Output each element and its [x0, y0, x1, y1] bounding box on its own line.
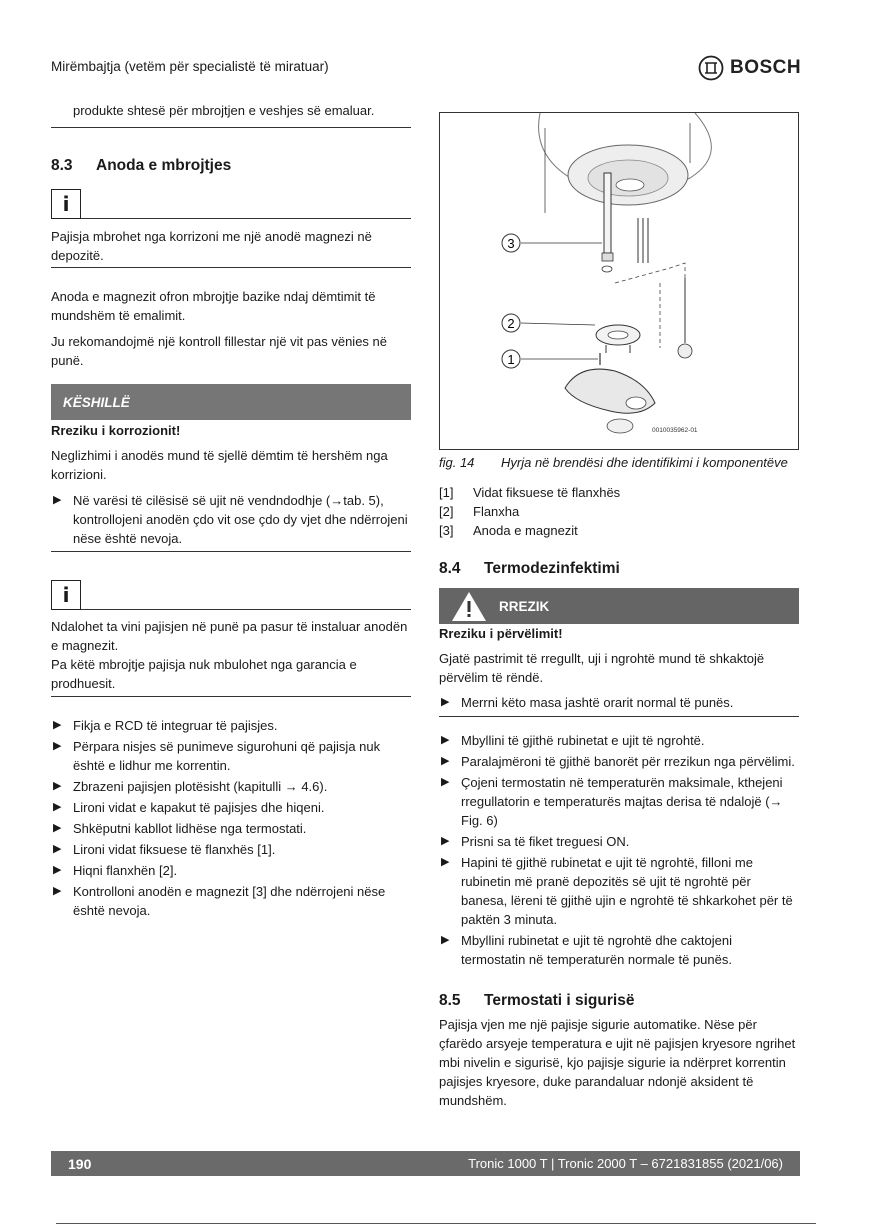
- continued-text: produkte shtesë për mbrojtjen e veshjes së emaluar.: [51, 101, 411, 128]
- thermo-steps: [439, 731, 799, 969]
- bullet-arrow-icon: ▶: [53, 864, 62, 876]
- list-item: ▶ Mbyllini të gjithë rubinetat e ujit të ngrohtë.: [441, 733, 705, 748]
- list-item: ▶ Hiqni flanxhën [2].: [53, 863, 178, 878]
- figure-code: 0010035962-01: [652, 427, 698, 434]
- bullet-arrow-icon: ▶: [53, 494, 62, 506]
- legend-row: [2] Flanxha: [439, 504, 520, 519]
- figure-14: [439, 112, 799, 450]
- list-item: ▶ Prisni sa të fiket treguesi ON.: [441, 834, 630, 849]
- running-header: Mirëmbajtja (vetëm për specialistë të miratuar): [51, 59, 329, 74]
- notice-block: [51, 384, 411, 552]
- list-item: ▶ Lironi vidat fiksuese të flanxhës [1].: [53, 842, 276, 857]
- bosch-armature-icon: [698, 55, 724, 81]
- bottom-divider: [56, 1223, 816, 1224]
- page-number: 190: [68, 1155, 92, 1172]
- svg-text:3: 3: [507, 236, 515, 251]
- list-item: ▶ Fikja e RCD të integruar të pajisjes.: [53, 718, 278, 733]
- legend-row: [1] Vidat fiksuese të flanxhës: [439, 485, 621, 500]
- figure-caption: [439, 455, 788, 470]
- bullet-arrow-icon: ▶: [53, 801, 62, 813]
- bullet-arrow-icon: ▶: [53, 719, 62, 731]
- info-note-1: [51, 186, 411, 268]
- list-item: ▶ Përpara nisjes së punimeve sigurohuni që pajisja nuk është e lidhur me korrentin.: [53, 739, 381, 773]
- document-id: Tronic 1000 T | Tronic 2000 T – 6721831855 (2021/06): [468, 1156, 783, 1171]
- bullet-arrow-icon: ▶: [53, 885, 62, 897]
- bosch-logo: [698, 55, 801, 81]
- list-item: ▶ Kontrolloni anodën e magnezit [3] dhe ndërrojeni nëse është nevoja.: [53, 884, 386, 918]
- section-8-5-text: Pajisja vjen me një pajisje sigurie automatike. Nëse për çfarëdo arsyeje temperatura e ujit në pajisjen kryesore ngrihet mbi nivelin e sigurisë, kjo pajisje sigurie ia ndërpret korrentin pajisjes kryesore, duke parandaluar ndonjë aksident të mundshëm.: [439, 1017, 796, 1108]
- list-item: ▶ Në varësi të cilësisë së ujit në vendndodhje (→tab. 5), kontrollojeni anodën çdo vit ose çdo dy vjet dhe ndërrojeni nëse është nevoja.: [53, 493, 408, 546]
- list-item: ▶ Çojeni termostatin në temperaturën maksimale, kthejeni rregullatorin e temperaturës majtas derisa të ndalojë (→ Fig. 6): [441, 775, 783, 828]
- bullet-arrow-icon: ▶: [441, 934, 450, 946]
- danger-block: [439, 588, 799, 717]
- list-item: ▶ Merrni këto masa jashtë orarit normal të punës.: [441, 695, 734, 710]
- svg-text:1: 1: [507, 352, 515, 367]
- info-text: Pa këtë mbrojtje pajisja nuk mbulohet nga garancia e prodhuesit.: [51, 657, 357, 691]
- legend-row: [3] Anoda e magnezit: [439, 523, 578, 538]
- list-item: ▶ Mbyllini rubinetat e ujit të ngrohtë dhe caktojeni termostatin në temperaturën normale të punës.: [441, 933, 732, 967]
- danger-label-bar: [439, 588, 799, 624]
- bullet-arrow-icon: ▶: [53, 780, 62, 792]
- callout-1: [502, 350, 520, 368]
- svg-text:2: 2: [507, 316, 515, 331]
- figure-legend: [439, 483, 799, 540]
- info-icon: i: [51, 189, 81, 219]
- bullet-arrow-icon: ▶: [53, 822, 62, 834]
- anode-steps: [51, 716, 411, 920]
- bullet-arrow-icon: ▶: [441, 835, 450, 847]
- list-item: ▶ Zbrazeni pajisjen plotësisht (kapitulli → 4.6).: [53, 779, 328, 794]
- callout-3: [502, 234, 520, 252]
- bullet-arrow-icon: ▶: [441, 776, 450, 788]
- notice-text: Neglizhimi i anodës mund të sjellë dëmtim të hershëm nga korrizioni.: [51, 448, 388, 482]
- bullet-arrow-icon: ▶: [441, 696, 450, 708]
- callout-2: [502, 314, 520, 332]
- info-icon: i: [51, 580, 81, 610]
- caption-text: Hyrja në brendësi dhe identifikimi i komponentëve: [501, 455, 788, 470]
- anode-exploded-diagram: [440, 113, 798, 449]
- list-item: ▶ Lironi vidat e kapakut të pajisjes dhe hiqeni.: [53, 800, 325, 815]
- bullet-arrow-icon: ▶: [441, 755, 450, 767]
- info-text: Ndalohet ta vini pajisjen në punë pa pasur të instaluar anodën e magnezit.: [51, 619, 408, 653]
- section-number: 8.5: [439, 992, 461, 1009]
- section-title: Anoda e mbrojtjes: [96, 157, 232, 174]
- list-item: ▶ Shkëputni kabllot lidhëse nga termostati.: [53, 821, 307, 836]
- danger-label: RREZIK: [499, 598, 550, 614]
- section-title: Termodezinfektimi: [484, 560, 620, 577]
- paragraph: Anoda e magnezit ofron mbrojtje bazike ndaj dëmtimit të mundshëm të emalimit.: [51, 289, 376, 323]
- list-item: ▶ Hapini të gjithë rubinetat e ujit të ngrohtë, filloni me rubinetin më pranë depozitës së ujit të ngrohtë për banesa, lëreni të gjithë ujin e ngrohtë të shkarkohet për të paktën 3 minuta.: [441, 855, 793, 927]
- danger-text: Gjatë pastrimit të rregullt, uji i ngrohtë mund të shkaktojë përvëlim të rëndë.: [439, 651, 765, 685]
- notice-heading: Rreziku i korrozionit!: [51, 423, 181, 438]
- info-note-2: [51, 577, 411, 697]
- section-number: 8.4: [439, 560, 461, 577]
- section-title: Termostati i sigurisë: [484, 992, 635, 1009]
- bullet-arrow-icon: ▶: [441, 734, 450, 746]
- bullet-arrow-icon: ▶: [53, 843, 62, 855]
- section-8-5-heading: [439, 991, 799, 1010]
- caption-number: fig. 14: [439, 455, 475, 470]
- brand-name: BOSCH: [730, 57, 802, 78]
- notice-label: KËSHILLË: [51, 384, 411, 420]
- danger-heading: Rreziku i përvëlimit!: [439, 626, 563, 641]
- section-8-3-heading: [51, 156, 411, 175]
- section-8-4-heading: [439, 559, 799, 578]
- info-text: Pajisja mbrohet nga korrizoni me një anodë magnezi në depozitë.: [51, 219, 411, 268]
- warning-triangle-icon: [439, 588, 499, 624]
- list-item: ▶ Paralajmëroni të gjithë banorët për rrezikun nga përvëlimi.: [441, 754, 795, 769]
- bullet-arrow-icon: ▶: [441, 856, 450, 868]
- paragraph: Ju rekomandojmë një kontroll fillestar një vit pas vënies në punë.: [51, 334, 388, 368]
- section-number: 8.3: [51, 157, 73, 174]
- page-footer: [51, 1151, 800, 1176]
- bullet-arrow-icon: ▶: [53, 740, 62, 752]
- anode-paragraphs: [51, 287, 411, 370]
